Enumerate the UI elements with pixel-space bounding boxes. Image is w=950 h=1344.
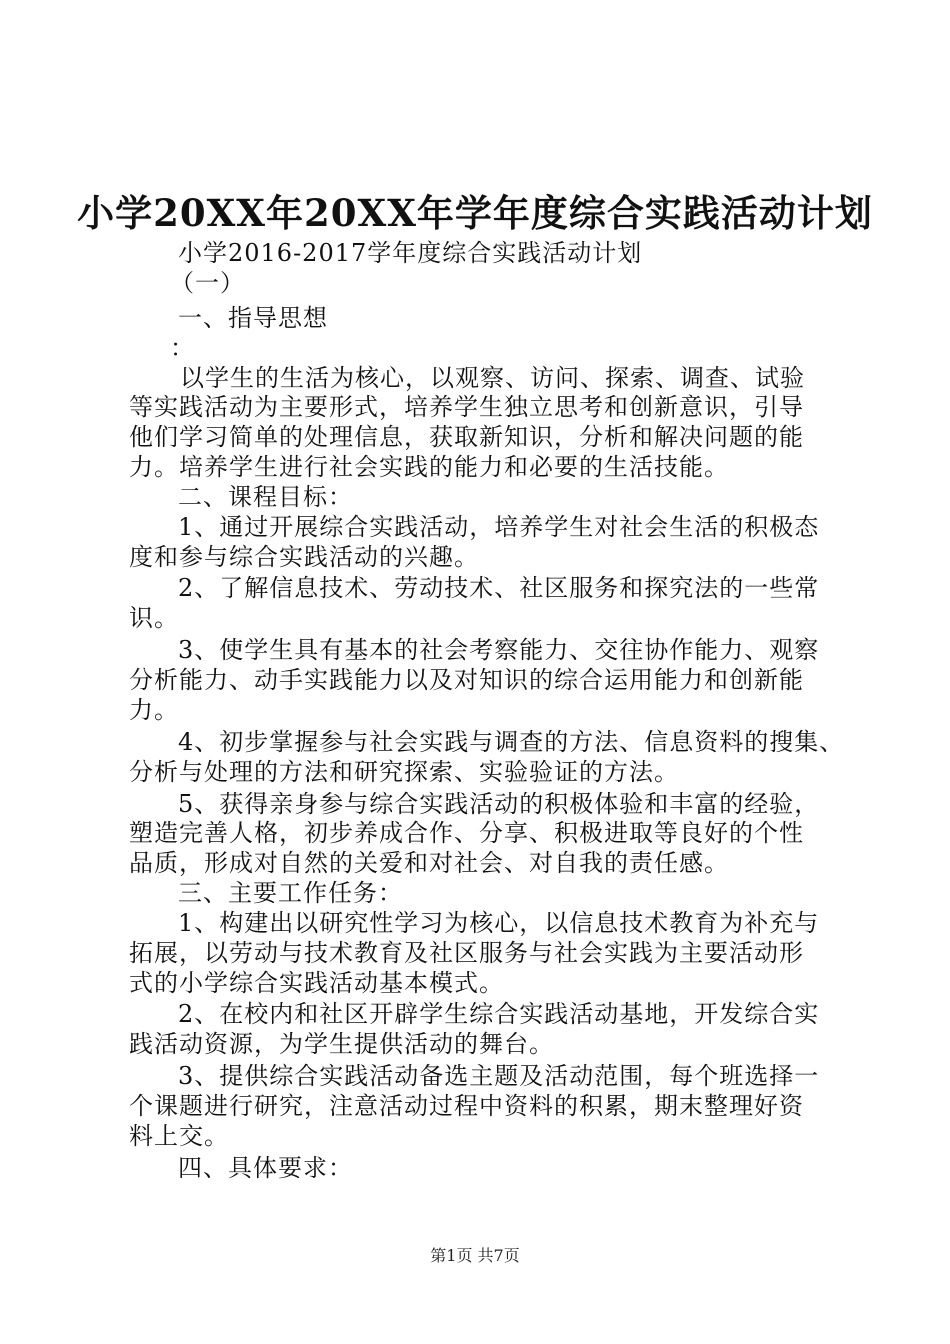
section-heading: 一、指导思想 (178, 304, 328, 332)
paragraph-line: 塑造完善人格，初步养成合作、分享、积极进取等良好的个性 (129, 819, 804, 847)
section-heading: 二、课程目标： (178, 483, 353, 511)
paragraph-line: 3、使学生具有基本的社会考察能力、交往协作能力、观察 (178, 636, 820, 664)
paragraph-line: 1、构建出以研究性学习为核心，以信息技术教育为补充与 (178, 909, 820, 937)
paragraph-line: 料上交。 (129, 1122, 229, 1150)
paragraph-line: 以学生的生活为核心，以观察、访问、探索、调查、试验 (180, 364, 805, 392)
paragraph-line: 2、在校内和社区开辟学生综合实践活动基地，开发综合实 (178, 1000, 820, 1028)
paragraph-line: 分析与处理的方法和研究探索、实验验证的方法。 (129, 758, 679, 786)
paragraph-line: 分析能力、动手实践能力以及对知识的综合运用能力和创新能 (129, 666, 804, 694)
paragraph-line: 5、获得亲身参与综合实践活动的积极体验和丰富的经验， (178, 790, 820, 818)
text-line: 小学2016-2017学年度综合实践活动计划 (178, 239, 643, 267)
paragraph-line: 力。 (129, 696, 179, 724)
paragraph-line: 拓展，以劳动与技术教育及社区服务与社会实践为主要活动形 (129, 939, 804, 967)
page-footer: 第1页 共7页 (430, 1246, 520, 1265)
paragraph-line: 个课题进行研究，注意活动过程中资料的积累，期末整理好资 (129, 1092, 804, 1120)
paragraph-line: 他们学习简单的处理信息，获取新知识，分析和解决问题的能 (129, 423, 804, 451)
paragraph-line: 力。培养学生进行社会实践的能力和必要的生活技能。 (129, 453, 729, 481)
paragraph-line: 等实践活动为主要形式，培养学生独立思考和创新意识，引导 (129, 393, 804, 421)
text-line: ： (170, 334, 195, 362)
paragraph-line: 践活动资源，为学生提供活动的舞台。 (129, 1030, 554, 1058)
document-title: 小学20XX年20XX年学年度综合实践活动计划 (77, 191, 873, 235)
paragraph-line: 3、提供综合实践活动备选主题及活动范围，每个班选择一 (178, 1062, 820, 1090)
paragraph-line: 4、初步掌握参与社会实践与调查的方法、信息资料的搜集、 (178, 728, 845, 756)
paragraph-line: 品质，形成对自然的关爱和对社会、对自我的责任感。 (129, 849, 729, 877)
section-heading: 四、具体要求： (178, 1154, 353, 1182)
paragraph-line: 度和参与综合实践活动的兴趣。 (129, 543, 479, 571)
paragraph-line: 识。 (129, 604, 179, 632)
paragraph-line: 2、了解信息技术、劳动技术、社区服务和探究法的一些常 (178, 574, 820, 602)
section-heading: 三、主要工作任务： (178, 879, 403, 907)
text-line: （一） (170, 269, 245, 297)
paragraph-line: 1、通过开展综合实践活动，培养学生对社会生活的积极态 (178, 513, 820, 541)
paragraph-line: 式的小学综合实践活动基本模式。 (129, 969, 504, 997)
